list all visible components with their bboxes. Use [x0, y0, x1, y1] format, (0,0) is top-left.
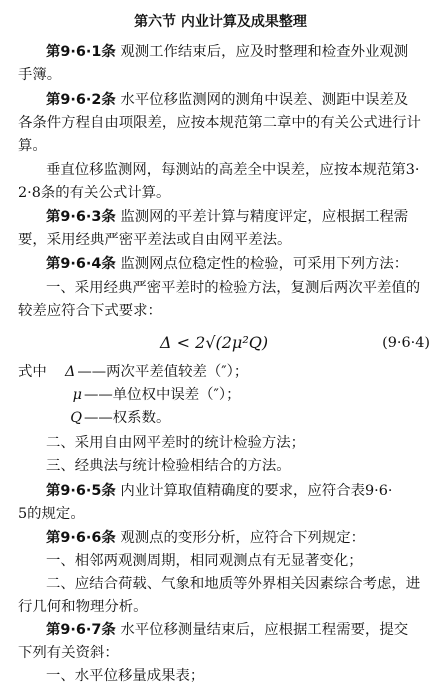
symbol-desc: ——单位权中误差（″）；	[84, 387, 241, 403]
symbol-desc: ——两次平差值较差（″）；	[77, 364, 249, 380]
article-number: 第9·6·2条	[46, 92, 116, 108]
article-9-6-7-line-1	[46, 620, 441, 640]
article-text: 监测网点位稳定性的检验，可采用下列方法：	[115, 256, 409, 272]
article-number: 第9·6·3条	[46, 209, 116, 225]
article-9-6-7-line-2: 下列有关资斜：	[18, 645, 119, 661]
article-9-6-4-line-1	[46, 254, 441, 274]
formula-number: (9·6·4)	[382, 335, 430, 351]
article-text: 监测网的平差计算与精度评定，应根据工程需	[115, 209, 409, 225]
article-9-6-1-line-1	[46, 42, 441, 62]
article-9-6-5-line-2: 5的规定。	[18, 506, 85, 522]
symbol-row-q	[58, 408, 441, 428]
section-title: 第六节 内业计算及成果整理	[134, 14, 307, 30]
analysis-rule-one: 一、相邻两观测周期，相同观测点有无显著变化；	[46, 553, 363, 569]
vertical-network-line-2: 2·8条的有关公式计算。	[18, 185, 171, 201]
article-text: 水平位移监测网的测角中误差、测距中误差及	[115, 92, 409, 108]
article-text: 观测点的变形分析，应符合下列规定：	[115, 530, 365, 546]
method-three: 三、经典法与统计检验相结合的方法。	[46, 458, 291, 474]
article-number: 第9·6·5条	[46, 483, 116, 499]
deliverable-one: 一、水平位移量成果表；	[46, 668, 205, 684]
analysis-rule-two-line-2: 行几何和物理分析。	[18, 599, 148, 615]
vertical-network-line-1: 垂直位移监测网，每测站的高差全中误差，应按本规范第3·	[46, 162, 420, 178]
symbol: μ	[72, 387, 82, 403]
formula-9-6-4: Δ < 2√(2μ²Q)	[160, 333, 269, 352]
symbol-desc: ——权系数。	[84, 410, 171, 426]
symbol: Δ	[64, 364, 76, 380]
article-9-6-2-line-2: 各条件方程自由项限差，应按本规范第二章中的有关公式进行计	[18, 115, 421, 131]
article-9-6-5-line-1	[46, 481, 441, 501]
article-text: 内业计算取值精确度的要求，应符合表9·6·	[115, 483, 393, 499]
method-two: 二、采用自由网平差时的统计检验方法；	[46, 435, 306, 451]
article-text: 水平位移测量结束后，应根据工程需要，提交	[115, 622, 409, 638]
article-number: 第9·6·4条	[46, 256, 116, 272]
symbol-row-delta	[18, 362, 441, 382]
article-number: 第9·6·6条	[46, 530, 116, 546]
article-number: 第9·6·1条	[46, 44, 116, 60]
article-text: 观测工作结束后，应及时整理和检查外业观测	[115, 44, 409, 60]
article-9-6-2-line-3: 算。	[18, 138, 47, 154]
article-number: 第9·6·7条	[46, 622, 116, 638]
article-9-6-1-line-2: 手簿。	[18, 67, 62, 83]
symbol: Q	[70, 410, 82, 426]
where-label: 式中	[18, 364, 47, 380]
method-one-line-1: 一、采用经典严密平差时的检验方法，复测后两次平差值的	[46, 280, 421, 296]
analysis-rule-two-line-1: 二、应结合荷载、气象和地质等外界相关因素综合考虑，进	[46, 576, 421, 592]
method-one-line-2: 较差应符合下式要求：	[18, 303, 162, 319]
article-9-6-3-line-1	[46, 207, 441, 227]
symbol-row-mu	[58, 385, 441, 405]
article-9-6-6-line-1	[46, 528, 441, 548]
article-9-6-3-line-2: 要，采用经典严密平差法或自由网平差法。	[18, 232, 292, 248]
article-9-6-2-line-1	[46, 90, 441, 110]
